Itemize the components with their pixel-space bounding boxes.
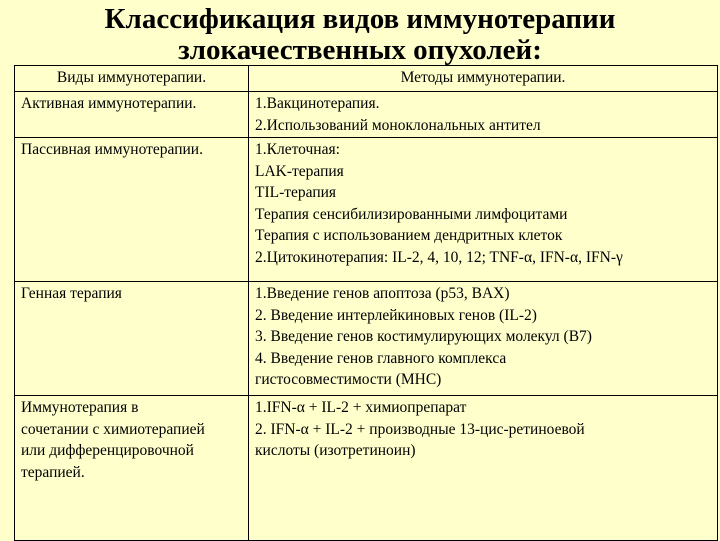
method-line: 2. Введение интерлейкиновых генов (IL-2) (255, 306, 537, 324)
method-line: TIL-терапия (255, 184, 337, 201)
method-line: 1.Клеточная: (255, 141, 340, 158)
table-row (15, 92, 718, 138)
table-row (15, 282, 718, 396)
table-header-row (15, 66, 718, 92)
methods-cell (249, 396, 718, 541)
methods-cell (249, 92, 718, 138)
method-line: Терапия сенсибилизированными лимфоцитами (255, 205, 568, 223)
title-line-2: злокачественных опухолей: (178, 34, 542, 66)
type-text: Генная терапия (21, 285, 122, 302)
type-cell (15, 138, 249, 282)
type-text: терапией. (21, 463, 85, 481)
type-text: Иммунотерапия в (21, 399, 139, 416)
method-line: Терапия с использованием дендритных клеток (255, 227, 563, 244)
type-cell (15, 396, 249, 541)
method-line: 2. IFN-α + IL-2 + производные 13-цис-ретиноевой (255, 420, 585, 438)
method-line: 3. Введение генов костимулирующих молекул (B7) (255, 328, 592, 345)
method-line: 4. Введение генов главного комплекса (255, 349, 507, 367)
method-line: 2.Использований моноклональных антител (255, 116, 541, 134)
page-title (0, 4, 720, 66)
header-types: Виды иммунотерапии. (15, 66, 249, 92)
type-text: или дифференцировочной (21, 442, 194, 459)
methods-cell (249, 282, 718, 396)
method-line: 2.Цитокинотерапия: IL-2, 4, 10, 12; TNF-α, IFN-α, IFN-γ (255, 248, 623, 266)
method-line: LAK-терапия (255, 162, 344, 180)
method-line: 1.IFN-α + IL-2 + химиопрепарат (255, 399, 467, 416)
header-methods: Методы иммунотерапии. (249, 66, 718, 92)
method-line: кислоты (изотретиноин) (255, 442, 416, 459)
type-cell (15, 282, 249, 396)
method-line: 1.Введение генов апоптоза (p53, BAX) (255, 285, 510, 302)
type-text: сочетании с химиотерапией (21, 420, 205, 438)
title-line-1: Классификация видов иммунотерапии (104, 3, 616, 35)
type-text: Активная иммунотерапии. (21, 95, 197, 112)
methods-cell (249, 138, 718, 282)
table-row (15, 138, 718, 282)
method-line: 1.Вакцинотерапия. (255, 95, 380, 112)
table-row (15, 396, 718, 541)
immunotherapy-table (14, 65, 718, 541)
type-text: Пассивная иммунотерапии. (21, 141, 203, 158)
type-cell (15, 92, 249, 138)
method-line: гистосовместимости (MHC) (255, 371, 442, 388)
